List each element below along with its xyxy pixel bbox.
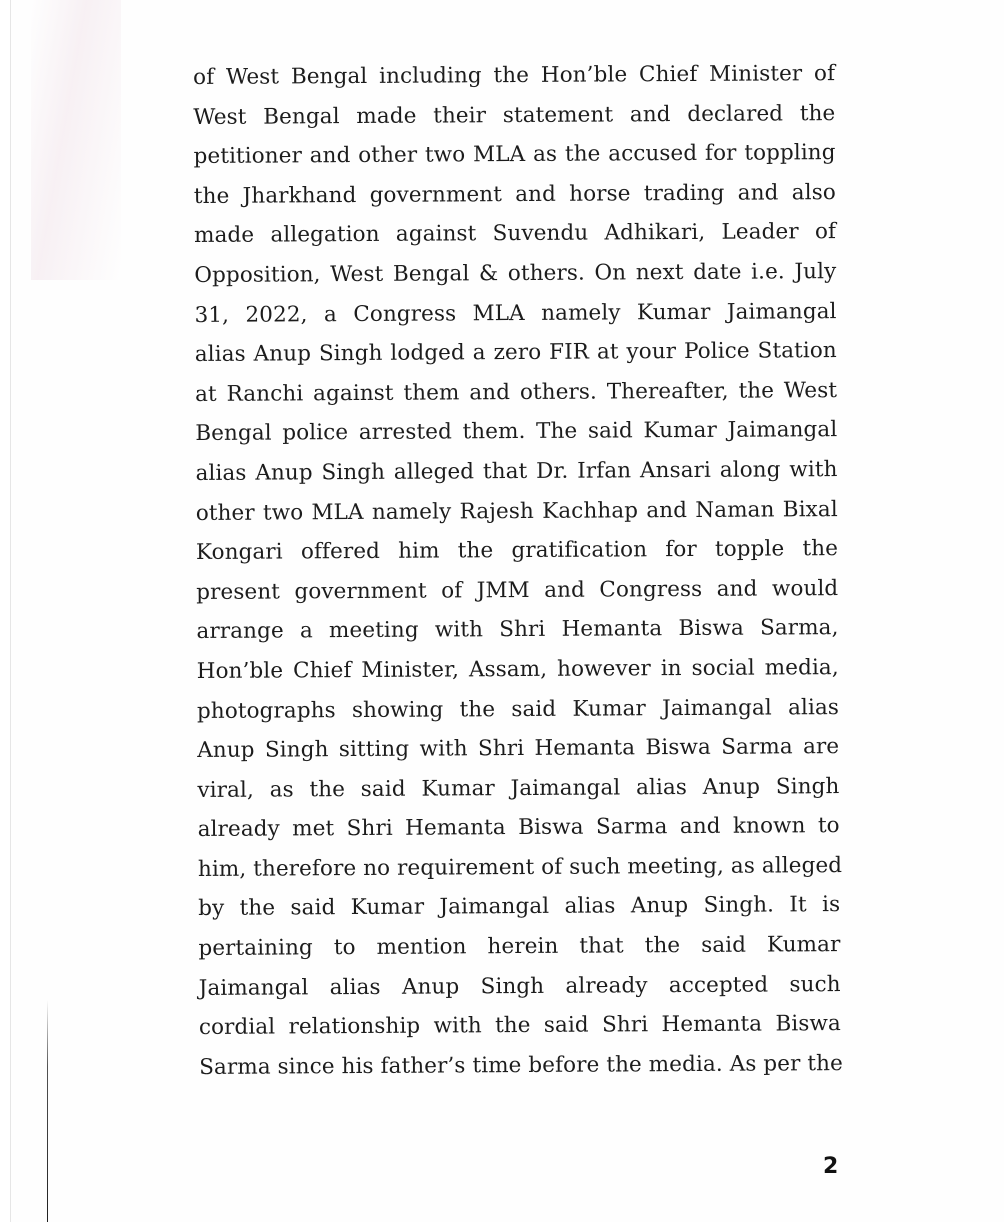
scan-shadow xyxy=(31,0,121,280)
text-line: already met Shri Hemanta Biswa Sarma and known to xyxy=(197,813,840,843)
text-line: of West Bengal including the Hon’ble Chief Minister of xyxy=(193,61,836,90)
text-line: Bengal police arrested them. The said Kumar Jaimangal xyxy=(195,417,838,447)
text-line: Hon’ble Chief Minister, Assam, however in social media, xyxy=(196,654,839,684)
text-line: 31, 2022, a Congress MLA namely Kumar Jaimangal xyxy=(194,298,837,328)
text-line: Sarma since his father’s time before the media. As per the xyxy=(199,1050,843,1080)
body-paragraph xyxy=(193,54,841,1087)
text-line: Anup Singh sitting with Shri Hemanta Biswa Sarma are xyxy=(197,734,840,764)
text-line: other two MLA namely Rajesh Kachhap and Naman Bixal xyxy=(195,496,838,526)
text-line: arrange a meeting with Shri Hemanta Biswa Sarma, xyxy=(196,615,839,645)
text-line: Jaimangal alias Anup Singh already accepted such xyxy=(198,971,841,1001)
text-line: him, therefore no requirement of such meeting, as alleged xyxy=(197,852,843,882)
scanned-page xyxy=(10,0,1004,1222)
text-line: alias Anup Singh alleged that Dr. Irfan Ansari along with xyxy=(195,457,838,486)
text-line: made allegation against Suvendu Adhikari, Leader of xyxy=(194,219,837,249)
text-line: viral, as the said Kumar Jaimangal alias Anup Singh xyxy=(197,773,840,803)
text-line: photographs showing the said Kumar Jaimangal alias xyxy=(196,694,840,724)
text-line: the Jharkhand government and horse trading and also xyxy=(193,179,836,209)
text-line: by the said Kumar Jaimangal alias Anup Singh. It is xyxy=(198,892,841,922)
page-number: 2 xyxy=(823,1154,839,1179)
text-line: at Ranchi against them and others. Thereafter, the West xyxy=(194,377,838,407)
text-line: Kongari offered him the gratification for topple the xyxy=(195,536,839,566)
text-line: petitioner and other two MLA as the accused for toppling xyxy=(193,140,836,170)
text-line: cordial relationship with the said Shri Hemanta Biswa xyxy=(198,1011,841,1041)
scan-edge-line xyxy=(47,1000,48,1222)
text-line: pertaining to mention herein that the said Kumar xyxy=(198,932,841,962)
text-line: Opposition, West Bengal & others. On next date i.e. July xyxy=(194,259,837,288)
text-line: West Bengal made their statement and declared the xyxy=(193,100,836,130)
text-line: present government of JMM and Congress and would xyxy=(196,575,839,605)
text-line: alias Anup Singh lodged a zero FIR at your Police Station xyxy=(194,338,837,368)
